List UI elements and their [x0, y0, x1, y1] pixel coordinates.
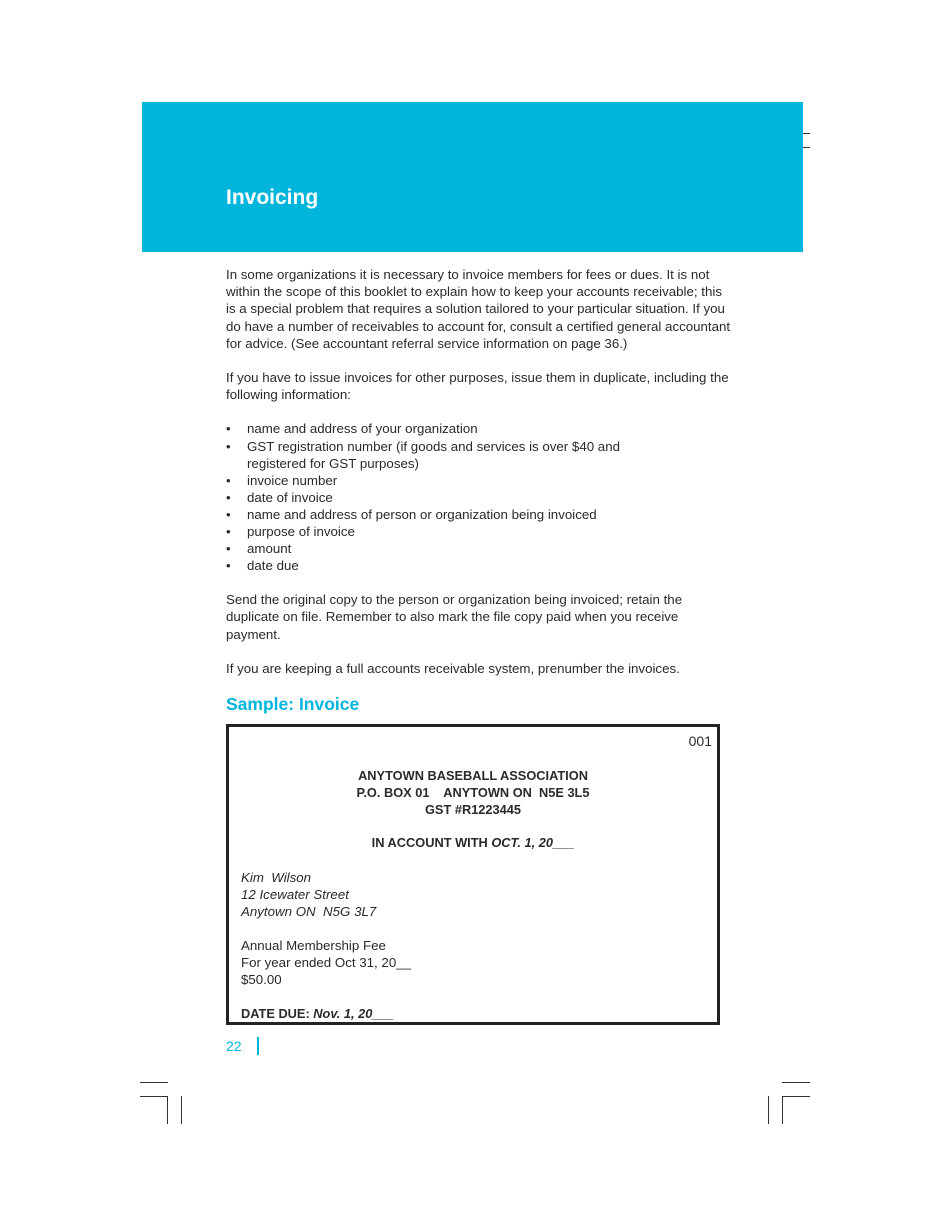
list-item: • name and address of your organization	[226, 420, 731, 437]
intro-paragraph-2: If you have to issue invoices for other purposes, issue them in duplicate, including the following information:	[226, 370, 729, 403]
page-number-rule	[257, 1037, 259, 1055]
due-label: DATE DUE:	[241, 1006, 310, 1022]
customer-name: Kim Wilson	[241, 870, 312, 886]
customer-street: 12 Icewater Street	[241, 887, 349, 903]
invoice-customer	[241, 869, 376, 921]
crop-mark	[768, 1096, 769, 1124]
invoice-number: 001	[688, 733, 712, 750]
page-title: Invoicing	[226, 186, 319, 209]
invoice-org-header	[229, 767, 717, 819]
page-number: 22	[226, 1038, 242, 1054]
crop-mark	[782, 1096, 783, 1124]
list-item: • amount	[226, 540, 731, 557]
required-info-list	[226, 420, 731, 574]
account-date: OCT. 1, 20___	[491, 835, 575, 851]
header-band	[142, 102, 803, 252]
crop-mark	[140, 1082, 168, 1083]
intro-paragraph-1: In some organizations it is necessary to invoice members for fees or dues. It is not within the scope of this booklet to explain how to keep your accounts receivable; this is a special problem that requires a solution tailored to your particular situation. If you do have a number of receivables to account for, consult a certified general accountant for advice. (See accountant referral service information on page 36.)	[226, 267, 731, 351]
sample-heading: Sample: Invoice	[226, 694, 360, 715]
list-item: • GST registration number (if goods and services is over $40 and registered for GST purposes)	[226, 438, 731, 472]
org-gst: GST #R1223445	[424, 802, 522, 818]
list-item: • name and address of person or organization being invoiced	[226, 506, 731, 523]
main-content	[226, 266, 731, 1025]
due-date: Nov. 1, 20___	[313, 1006, 394, 1022]
customer-city: Anytown ON N5G 3L7	[241, 904, 377, 920]
crop-mark	[140, 1096, 168, 1097]
desc-line: For year ended Oct 31, 20__	[241, 955, 412, 971]
desc-line: Annual Membership Fee	[241, 938, 386, 954]
invoice-amount: $50.00	[241, 972, 282, 988]
crop-mark	[167, 1096, 168, 1124]
invoice-due-line	[241, 1006, 394, 1021]
list-item: • date of invoice	[226, 489, 731, 506]
crop-mark	[181, 1096, 182, 1124]
sample-invoice	[226, 724, 720, 1025]
list-item: • invoice number	[226, 472, 731, 489]
account-label: IN ACCOUNT WITH	[371, 835, 488, 851]
crop-mark	[782, 1096, 810, 1097]
list-item: • date due	[226, 557, 731, 574]
closing-paragraph-1: Send the original copy to the person or organization being invoiced; retain the duplicate on file. Remember to also mark the file copy paid when you receive payment.	[226, 592, 683, 642]
invoice-account-line	[229, 835, 717, 850]
invoice-description	[241, 937, 411, 989]
list-item: • purpose of invoice	[226, 523, 731, 540]
org-address: P.O. BOX 01 ANYTOWN ON N5E 3L5	[356, 785, 590, 801]
org-name: ANYTOWN BASEBALL ASSOCIATION	[358, 768, 588, 784]
closing-paragraph-2: If you are keeping a full accounts receivable system, prenumber the invoices.	[226, 660, 680, 676]
crop-mark	[782, 1082, 810, 1083]
